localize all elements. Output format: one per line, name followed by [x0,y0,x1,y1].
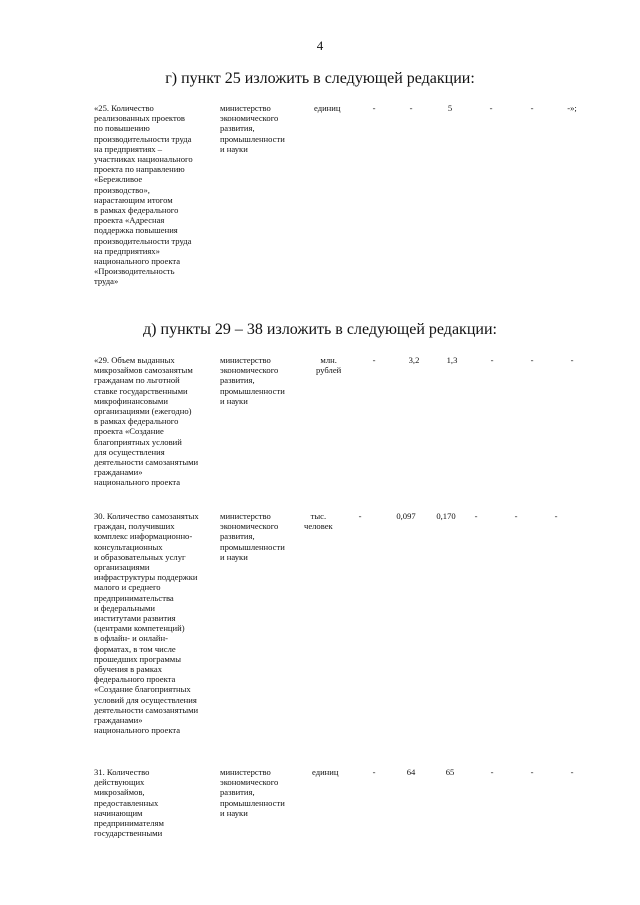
value-cell: - [530,767,534,777]
unit-cell: млн. рублей [316,355,342,376]
value-cell: - [514,511,518,521]
value-cell: 64 [406,767,416,777]
responsible-cell: министерство экономического развития, промышленности и науки [220,767,285,818]
section-heading-d: д) пункты 29 – 38 изложить в следующей редакции: [143,321,497,338]
indicator-cell: 31. Количество действующих микрозаймов, предоставленных начинающим предпринимателям государственными [94,767,164,839]
page-number: 4 [316,38,324,53]
responsible-cell: министерство экономического развития, промышленности и науки [220,511,285,562]
value-cell: - [372,355,376,365]
value-cell: - [490,355,494,365]
value-cell: - [554,511,558,521]
value-cell: 0,170 [436,511,456,521]
value-cell: 3,2 [408,355,420,365]
value-cell: - [409,103,413,113]
value-cell: - [490,767,494,777]
value-cell: - [570,767,574,777]
value-cell: - [474,511,478,521]
unit-cell: тыс. человек [304,511,333,532]
value-cell: 65 [445,767,455,777]
value-cell: 0,097 [396,511,416,521]
indicator-cell: 30. Количество самозанятых граждан, получивших комплекс информационно- консультационных и образовательных услуг организациями инфраструктуры поддержки малого и среднего предпринимательства и федеральными институтами развития (центрами компетенций) в офлайн- и онлайн- форматах, в том числе прошедших программы обучения в рамках федерального проекта «Создание благоприятных условий для осуществления деятельности самозанятыми гражданами» национального проекта [94,511,199,736]
value-cell: -»; [567,103,577,113]
value-cell: - [489,103,493,113]
responsible-cell: министерство экономического развития, промышленности и науки [220,355,285,406]
unit-cell: единиц [312,767,339,777]
section-heading-g: г) пункт 25 изложить в следующей редакции: [165,70,475,87]
value-cell: - [530,355,534,365]
unit-cell: единиц [314,103,341,113]
value-cell: - [372,103,376,113]
indicator-cell: «29. Объем выданных микрозаймов самозанятым гражданам по льготной ставке государственными микрофинансовыми организациями (ежегодно) в рамках федерального проекта «Создание благоприятных условий для осуществления деятельности самозанятыми гражданами» национального проекта [94,355,199,488]
value-cell: 1,3 [446,355,458,365]
value-cell: - [570,355,574,365]
value-cell: - [372,767,376,777]
indicator-cell: «25. Количество реализованных проектов по повышению производительности труда на предприятиях – участниках национального проекта по направлению «Бережливое производство», нарастающим итогом в рамках федерального проекта «Адресная поддержка повышения производительности труда на предприятиях» национального проекта «Производительность труда» [94,103,193,287]
value-cell: - [358,511,362,521]
responsible-cell: министерство экономического развития, промышленности и науки [220,103,285,154]
value-cell: - [530,103,534,113]
value-cell: 5 [447,103,453,113]
